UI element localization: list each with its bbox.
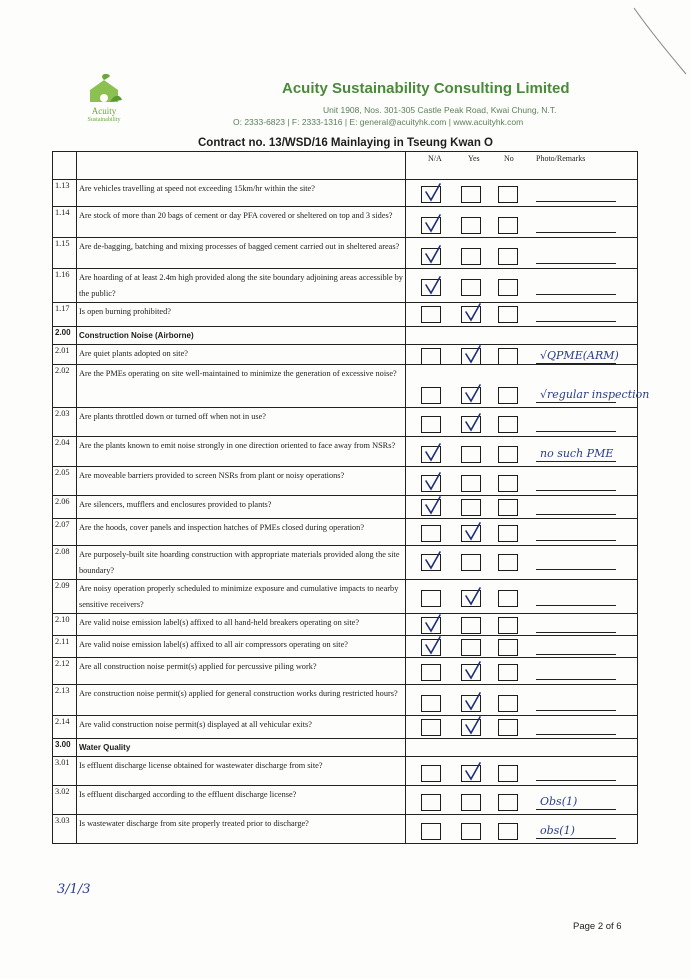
item-number: 2.08 [53, 546, 77, 580]
checkbox-no[interactable] [498, 695, 518, 712]
answer-cell [406, 496, 638, 519]
question-text: Are the PMEs operating on site well-maintained to minimize the generation of excessive noise? [77, 365, 406, 408]
answer-cell [406, 437, 638, 467]
checkbox-no[interactable] [498, 823, 518, 840]
checkbox-no[interactable] [498, 279, 518, 296]
checkbox-na[interactable] [421, 348, 441, 365]
header-options-cell [406, 152, 638, 180]
checklist-table [52, 151, 650, 844]
checkbox-no[interactable] [498, 248, 518, 265]
checkbox-na[interactable] [421, 416, 441, 433]
page-number: Page 2 of 6 [573, 921, 622, 932]
checklist-row [53, 786, 638, 815]
checkbox-yes[interactable] [461, 554, 481, 571]
remarks-line [536, 263, 616, 264]
answer-cell [406, 238, 638, 269]
checklist-row [53, 303, 638, 327]
checkbox-no[interactable] [498, 499, 518, 516]
item-number: 2.10 [53, 614, 77, 636]
item-number: 1.17 [53, 303, 77, 327]
checkbox-no[interactable] [498, 387, 518, 404]
handwritten-remark: Obs(1) [540, 795, 578, 808]
checkbox-yes[interactable] [461, 765, 481, 782]
answer-cell [406, 658, 638, 685]
remarks-line [536, 431, 616, 432]
remarks-line [536, 632, 616, 633]
checklist-row [53, 345, 638, 365]
item-number: 2.09 [53, 580, 77, 614]
checkbox-na[interactable] [421, 823, 441, 840]
check-mark-icon [464, 303, 482, 323]
checkbox-yes[interactable] [461, 475, 481, 492]
checkbox-na[interactable] [421, 279, 441, 296]
checkbox-no[interactable] [498, 765, 518, 782]
col-na-label: N/A [428, 154, 442, 163]
question-text: Are stock of more than 20 bags of cement or day PFA covered or sheltered on top and 3 sides? [77, 207, 406, 238]
remarks-line [536, 294, 616, 295]
question-text: Are valid noise emission label(s) affixed to all air compressors operating on site? [77, 636, 406, 658]
checkbox-yes[interactable] [461, 590, 481, 607]
check-mark-icon [424, 636, 442, 656]
checkbox-no[interactable] [498, 217, 518, 234]
answer-cell [406, 580, 638, 614]
check-mark-icon [424, 443, 442, 463]
item-number: 1.16 [53, 269, 77, 303]
checklist-body [53, 180, 650, 844]
checkbox-na[interactable] [421, 475, 441, 492]
checkbox-yes[interactable] [461, 794, 481, 811]
question-text: Are construction noise permit(s) applied for general construction works during restricted hours? [77, 685, 406, 716]
item-number: 1.13 [53, 180, 77, 207]
answer-cell [406, 467, 638, 496]
checklist-row [53, 207, 638, 238]
check-mark-icon [464, 587, 482, 607]
answer-cell [406, 207, 638, 238]
checklist-row [53, 437, 638, 467]
remarks-line [536, 654, 616, 655]
item-number: 1.15 [53, 238, 77, 269]
logo-name: Acuity [91, 106, 117, 116]
question-text: Is effluent discharge license obtained for wastewater discharge from site? [77, 757, 406, 786]
checkbox-na[interactable] [421, 639, 441, 656]
checkbox-no[interactable] [498, 639, 518, 656]
answer-cell [406, 685, 638, 716]
checkbox-yes[interactable] [461, 695, 481, 712]
check-mark-icon [464, 692, 482, 712]
checkbox-no[interactable] [498, 664, 518, 681]
col-photo-label: Photo/Remarks [536, 154, 586, 163]
remarks-line [536, 838, 616, 839]
item-number: 3.03 [53, 815, 77, 844]
check-mark-icon [424, 551, 442, 571]
question-text: Are purposely-built site hoarding construction with appropriate materials provided along the site boundary? [77, 546, 406, 580]
checkbox-yes[interactable] [461, 217, 481, 234]
question-text: Is wastewater discharge from site properly treated prior to discharge? [77, 815, 406, 844]
checkbox-na[interactable] [421, 765, 441, 782]
question-text: Are valid construction noise permit(s) displayed at all vehicular exits? [77, 716, 406, 739]
checkbox-na[interactable] [421, 306, 441, 323]
answer-cell [406, 327, 638, 345]
item-number: 2.07 [53, 519, 77, 546]
item-number: 2.12 [53, 658, 77, 685]
check-mark-icon [424, 183, 442, 203]
check-mark-icon [424, 472, 442, 492]
item-number: 2.01 [53, 345, 77, 365]
remarks-line [536, 514, 616, 515]
checkbox-yes[interactable] [461, 306, 481, 323]
check-mark-icon [464, 762, 482, 782]
header-question-cell [77, 152, 406, 180]
checkbox-na[interactable] [421, 617, 441, 634]
checkbox-yes[interactable] [461, 279, 481, 296]
answer-cell [406, 303, 638, 327]
answer-cell [406, 636, 638, 658]
remarks-line [536, 605, 616, 606]
section-row [53, 739, 638, 757]
item-number: 2.00 [53, 327, 77, 345]
remarks-line [536, 710, 616, 711]
section-row [53, 327, 638, 345]
answer-cell [406, 345, 638, 365]
answer-cell [406, 739, 638, 757]
item-number: 2.05 [53, 467, 77, 496]
checkbox-no[interactable] [498, 525, 518, 542]
remarks-line [536, 569, 616, 570]
remarks-line [536, 490, 616, 491]
checkbox-na[interactable] [421, 554, 441, 571]
logo-subtitle: Sustainability [87, 117, 121, 123]
item-number: 3.00 [53, 739, 77, 757]
question-text: Are valid noise emission label(s) affixed to all hand-held breakers operating on site? [77, 614, 406, 636]
checkbox-yes[interactable] [461, 446, 481, 463]
remarks-line [536, 734, 616, 735]
checkbox-no[interactable] [498, 306, 518, 323]
checkbox-no[interactable] [498, 617, 518, 634]
remarks-line [536, 321, 616, 322]
question-text: Is effluent discharged according to the effluent discharge license? [77, 786, 406, 815]
question-text: Are moveable barriers provided to screen NSRs from plant or noisy operations? [77, 467, 406, 496]
question-text: Are silencers, mufflers and enclosures provided to plants? [77, 496, 406, 519]
answer-cell [406, 365, 650, 408]
item-number: 3.01 [53, 757, 77, 786]
answer-cell [406, 546, 638, 580]
checkbox-yes[interactable] [461, 186, 481, 203]
section-heading: Construction Noise (Airborne) [77, 327, 406, 345]
checkbox-yes[interactable] [461, 348, 481, 365]
check-mark-icon [424, 614, 442, 634]
checkbox-na[interactable] [421, 525, 441, 542]
remarks-line [536, 402, 616, 403]
checklist-row [53, 519, 638, 546]
answer-cell [406, 519, 638, 546]
item-number: 2.02 [53, 365, 77, 408]
check-mark-icon [424, 245, 442, 265]
col-no-label: No [504, 154, 514, 163]
checklist-row [53, 238, 638, 269]
checkbox-na[interactable] [421, 499, 441, 516]
question-text: Are quiet plants adopted on site? [77, 345, 406, 365]
item-number: 1.14 [53, 207, 77, 238]
check-mark-icon [464, 716, 482, 736]
checkbox-no[interactable] [498, 475, 518, 492]
col-yes-label: Yes [468, 154, 480, 163]
checkbox-yes[interactable] [461, 525, 481, 542]
question-text: Are the plants known to emit noise strongly in one direction oriented to face away from NSRs? [77, 437, 406, 467]
checkbox-yes[interactable] [461, 639, 481, 656]
checklist-row [53, 580, 638, 614]
remarks-line [536, 679, 616, 680]
checklist-row [53, 180, 638, 207]
checklist-row [53, 467, 638, 496]
checkbox-no[interactable] [498, 590, 518, 607]
checkbox-yes[interactable] [461, 387, 481, 404]
checklist-row [53, 408, 638, 437]
check-mark-icon [464, 522, 482, 542]
answer-cell [406, 269, 638, 303]
item-number: 2.03 [53, 408, 77, 437]
handwritten-remark: √QPME(ARM) [540, 349, 619, 362]
checkbox-no[interactable] [498, 416, 518, 433]
company-name: Acuity Sustainability Consulting Limited [282, 80, 570, 97]
checkbox-no[interactable] [498, 186, 518, 203]
pen-scratch-mark [620, 0, 690, 80]
checkbox-na[interactable] [421, 590, 441, 607]
checkbox-na[interactable] [421, 719, 441, 736]
checkbox-na[interactable] [421, 664, 441, 681]
checkbox-yes[interactable] [461, 664, 481, 681]
checklist-row [53, 365, 638, 408]
checkbox-na[interactable] [421, 186, 441, 203]
company-contacts: O: 2333-6823 | F: 2333-1316 | E: general@acuityhk.com | www.acuityhk.com [233, 117, 524, 127]
checkbox-no[interactable] [498, 348, 518, 365]
checklist-row [53, 815, 638, 844]
check-mark-icon [464, 384, 482, 404]
check-mark-icon [464, 345, 482, 365]
checkbox-no[interactable] [498, 554, 518, 571]
checklist-row [53, 757, 638, 786]
checkbox-yes[interactable] [461, 823, 481, 840]
remarks-line [536, 809, 616, 810]
checkbox-yes[interactable] [461, 617, 481, 634]
item-number: 3.02 [53, 786, 77, 815]
checkbox-no[interactable] [498, 719, 518, 736]
checkbox-yes[interactable] [461, 719, 481, 736]
check-mark-icon [424, 214, 442, 234]
check-mark-icon [464, 413, 482, 433]
check-mark-icon [424, 276, 442, 296]
handwritten-remark: no such PME [540, 447, 614, 460]
item-number: 2.06 [53, 496, 77, 519]
section-heading: Water Quality [77, 739, 406, 757]
question-text: Are de-bagging, batching and mixing processes of bagged cement carried out in sheltered areas? [77, 238, 406, 269]
item-number: 2.04 [53, 437, 77, 467]
company-logo [80, 72, 128, 128]
header-row [53, 152, 638, 180]
remarks-line [536, 780, 616, 781]
answer-cell [406, 614, 638, 636]
checkbox-yes[interactable] [461, 248, 481, 265]
question-text: Are vehicles travelling at speed not exceeding 15km/hr within the site? [77, 180, 406, 207]
checkbox-no[interactable] [498, 794, 518, 811]
checkbox-na[interactable] [421, 446, 441, 463]
answer-cell [406, 716, 638, 739]
answer-cell [406, 408, 638, 437]
checklist-row [53, 716, 638, 739]
item-number: 2.11 [53, 636, 77, 658]
checklist-row [53, 269, 638, 303]
checklist-row [53, 614, 638, 636]
checkbox-yes[interactable] [461, 499, 481, 516]
item-number: 2.13 [53, 685, 77, 716]
checkbox-yes[interactable] [461, 416, 481, 433]
checklist-row [53, 636, 638, 658]
question-text: Are plants throttled down or turned off when not in use? [77, 408, 406, 437]
question-text: Are noisy operation properly scheduled to minimize exposure and cumulative impacts to nearby sensitive receivers? [77, 580, 406, 614]
handwritten-date: 3/1/3 [57, 882, 91, 897]
checkbox-na[interactable] [421, 387, 441, 404]
answer-cell [406, 757, 638, 786]
checklist-row [53, 685, 638, 716]
remarks-line [536, 232, 616, 233]
question-text: Are all construction noise permit(s) applied for percussive piling work? [77, 658, 406, 685]
answer-cell [406, 815, 638, 844]
question-text: Is open burning prohibited? [77, 303, 406, 327]
answer-cell [406, 786, 638, 815]
checkbox-no[interactable] [498, 446, 518, 463]
question-text: Are the hoods, cover panels and inspection hatches of PMEs closed during operation? [77, 519, 406, 546]
checkbox-na[interactable] [421, 695, 441, 712]
company-address: Unit 1908, Nos. 301-305 Castle Peak Road, Kwai Chung, N.T. [323, 105, 557, 115]
answer-cell [406, 180, 638, 207]
checkbox-na[interactable] [421, 217, 441, 234]
checkbox-na[interactable] [421, 794, 441, 811]
handwritten-remark: obs(1) [540, 824, 575, 837]
checklist-row [53, 658, 638, 685]
remarks-line [536, 540, 616, 541]
contract-title: Contract no. 13/WSD/16 Mainlaying in Tseung Kwan O [198, 137, 493, 149]
house-leaf-icon [80, 72, 128, 108]
check-mark-icon [464, 661, 482, 681]
header-num-cell [53, 152, 77, 180]
remarks-line [536, 201, 616, 202]
checkbox-na[interactable] [421, 248, 441, 265]
checklist-row [53, 546, 638, 580]
handwritten-remark: √regular inspection [540, 388, 650, 401]
item-number: 2.14 [53, 716, 77, 739]
question-text: Are hoarding of at least 2.4m high provided along the site boundary adjoining areas accessible by the public? [77, 269, 406, 303]
remarks-line [536, 461, 616, 462]
check-mark-icon [424, 496, 442, 516]
checklist-row [53, 496, 638, 519]
